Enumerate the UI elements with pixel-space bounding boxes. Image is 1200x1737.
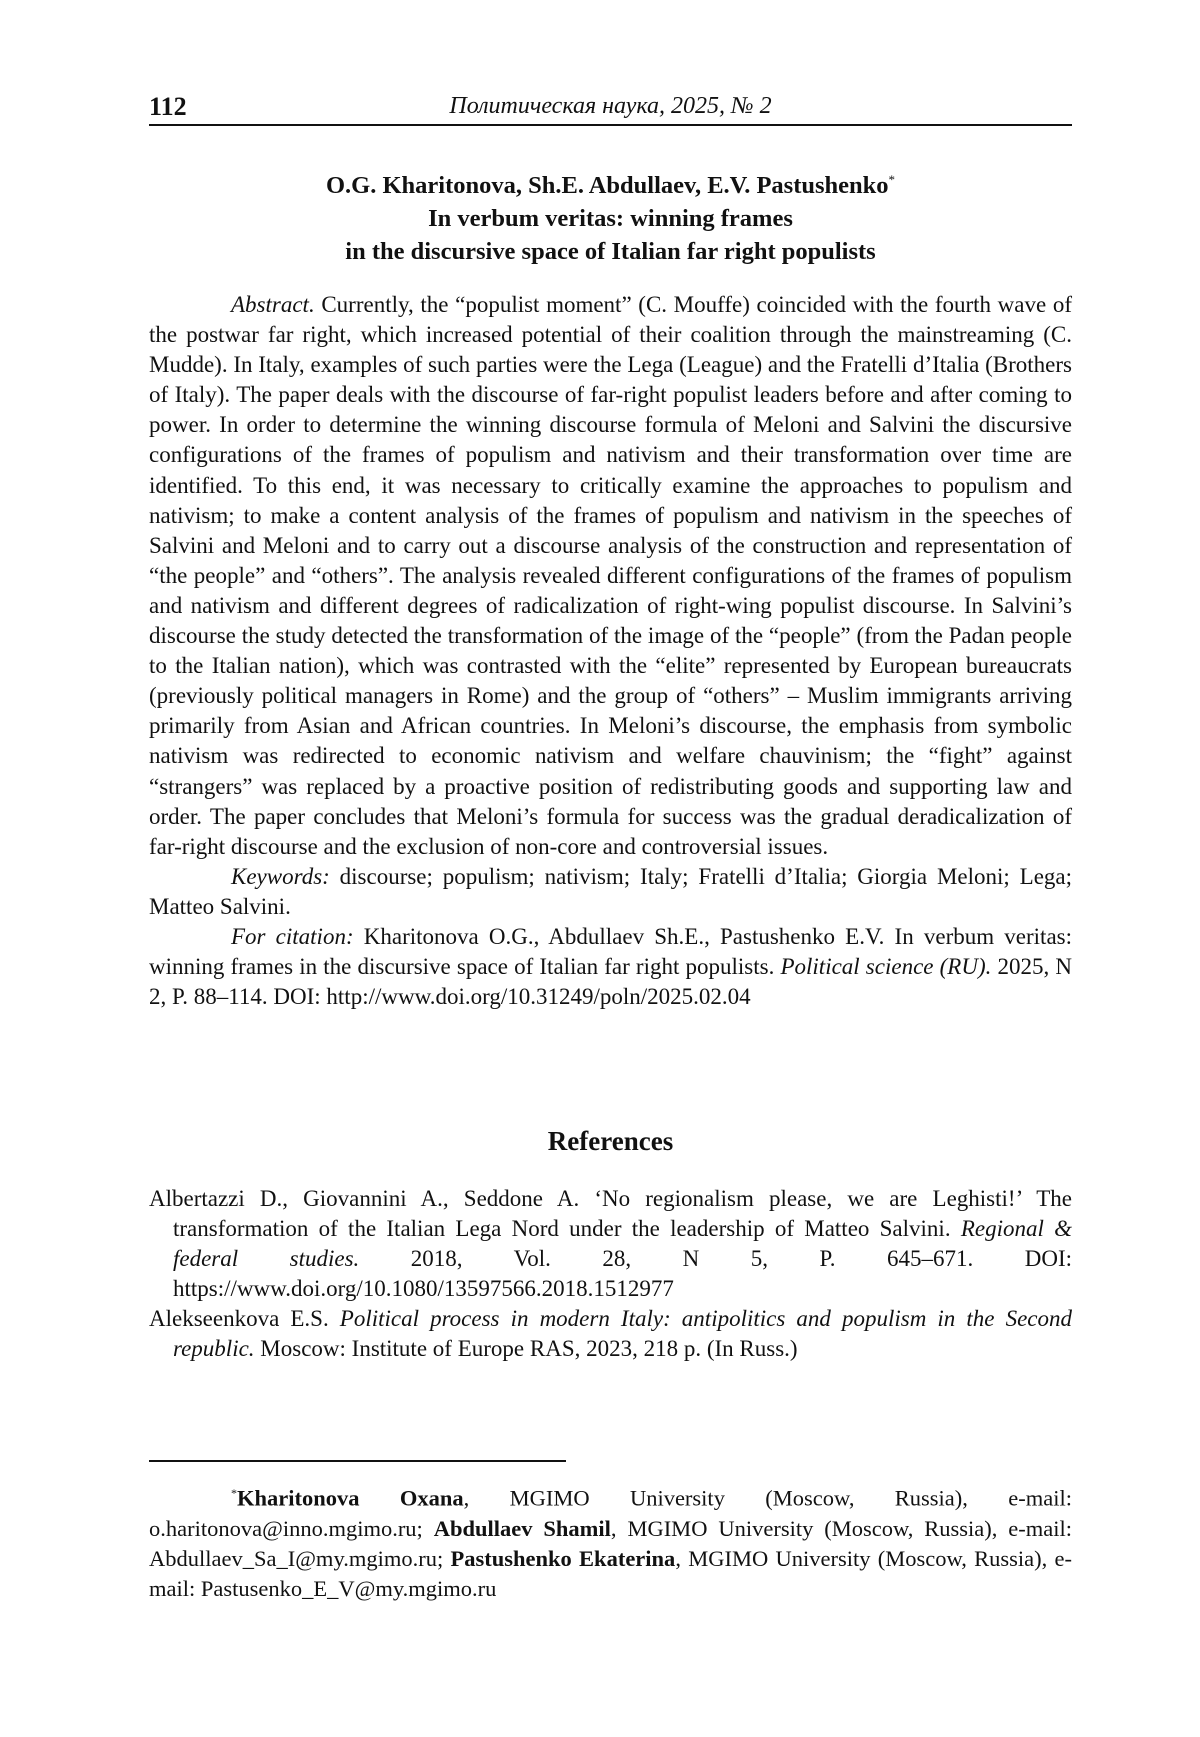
- header-rule: [149, 124, 1072, 126]
- footnote-affiliation: , MGIMO University (Moscow, Russia), e-mail: Pastusenko_E_V@my.mgimo.ru: [149, 1546, 1072, 1601]
- keywords: [149, 862, 1072, 922]
- footnote-affiliation: , MGIMO University (Moscow, Russia), e-mail: Abdullaev_Sa_I@my.mgimo.ru;: [149, 1516, 1072, 1571]
- footnote-affiliation: , MGIMO University (Moscow, Russia), e-mail: o.haritonova@inno.mgimo.ru;: [149, 1486, 1072, 1541]
- reference-source: Political process in modern Italy: antipolitics and populism in the Second republic.: [173, 1306, 1072, 1361]
- abstract-text: Currently, the “populist moment” (C. Mouffe) coincided with the fourth wave of the postwar far right, which increased potential of their coalition through the mainstreaming (C. Mudde). In Italy, examples of such parties were the Lega (League) and the Fratelli d’Italia (Brothers of Italy). The paper deals with the discourse of far-right populist leaders before and after coming to power. In order to determine the winning discourse formula of Meloni and Salvini the discursive configurations of the frames of populism and nativism and their transformation over time are identified. To this end, it was necessary to critically examine the approaches to populism and nativism; to make a content analysis of the frames of populism and nativism in the speeches of Salvini and Meloni and to carry out a discourse analysis of the construction and representation of “the people” and “others”. The analysis revealed different configurations of the frames of populism and nativism and different degrees of radicalization of right-wing populist discourse. In Salvini’s discourse the study detected the transformation of the image of the “people” (from the Padan people to the Italian nation), which was contrasted with the “elite” represented by European bureaucrats (previously political managers in Rome) and the group of “others” – Muslim immigrants arriving primarily from Asian and African countries. In Meloni’s discourse, the emphasis from symbolic nativism was redirected to economic nativism and welfare chauvinism; the “fight” against “strangers” was replaced by a proactive position of redistributing goods and supporting law and order. The paper concludes that Meloni’s formula for success was the gradual deradicalization of far-right discourse and the exclusion of non-core and controversial issues.: [149, 292, 1072, 859]
- keywords-label: Keywords:: [231, 864, 330, 889]
- reference-authors: Albertazzi D., Giovannini A., Seddone A. ‘No regionalism please, we are Leghisti!’ The transformation of the Italian Lega Nord under the leadership of Matteo Salvini.: [149, 1186, 1072, 1241]
- footnote-marker: *: [231, 1486, 237, 1500]
- keywords-text: discourse; populism; nativism; Italy; Fratelli d’Italia; Giorgia Meloni; Lega; Matteo Salvini.: [149, 864, 1072, 919]
- citation: [149, 922, 1072, 1012]
- footnote-author: Pastushenko Ekaterina: [451, 1546, 676, 1571]
- abstract-section: [149, 290, 1072, 1012]
- reference-details: 2018, Vol. 28, N 5, P. 645–671. DOI: https://www.doi.org/10.1080/13597566.2018.1512977: [173, 1246, 1072, 1301]
- citation-journal: Political science (RU).: [780, 954, 991, 979]
- reference-authors: Alekseenkova E.S.: [149, 1306, 340, 1331]
- footnote: [149, 1478, 1072, 1604]
- reference-item: [149, 1304, 1072, 1364]
- reference-item: [149, 1184, 1072, 1304]
- title-line-2: in the discursive space of Italian far right populists: [149, 235, 1072, 268]
- footnote-text: [149, 1478, 1072, 1604]
- article-title-block: [149, 163, 1072, 268]
- references-heading: References: [149, 1126, 1072, 1157]
- citation-label: For citation:: [231, 924, 354, 949]
- abstract-label: Abstract.: [231, 292, 315, 317]
- running-header: [149, 92, 1072, 124]
- abstract: [149, 290, 1072, 862]
- authors: [149, 163, 1072, 202]
- page-number: 112: [149, 92, 187, 122]
- footnote-author: Kharitonova Oxana: [237, 1486, 464, 1511]
- citation-text: Kharitonova O.G., Abdullaev Sh.E., Pastushenko E.V. In verbum veritas: winning frames in the discursive space of Italian far right populists.: [149, 924, 1072, 979]
- references-list: [149, 1184, 1072, 1365]
- reference-source: Regional & federal studies.: [173, 1216, 1072, 1271]
- footnote-ref: *: [889, 172, 896, 187]
- citation-details: 2025, N 2, P. 88–114. DOI: http://www.doi.org/10.31249/poln/2025.02.04: [149, 954, 1072, 1009]
- journal-name: Политическая наука, 2025, № 2: [149, 93, 1072, 120]
- authors-text: O.G. Kharitonova, Sh.E. Abdullaev, E.V. Pastushenko: [326, 172, 889, 199]
- footnote-rule: [149, 1460, 566, 1462]
- reference-details: Moscow: Institute of Europe RAS, 2023, 218 p. (In Russ.): [255, 1336, 798, 1361]
- footnote-author: Abdullaev Shamil: [434, 1516, 611, 1541]
- title-line-1: In verbum veritas: winning frames: [149, 202, 1072, 235]
